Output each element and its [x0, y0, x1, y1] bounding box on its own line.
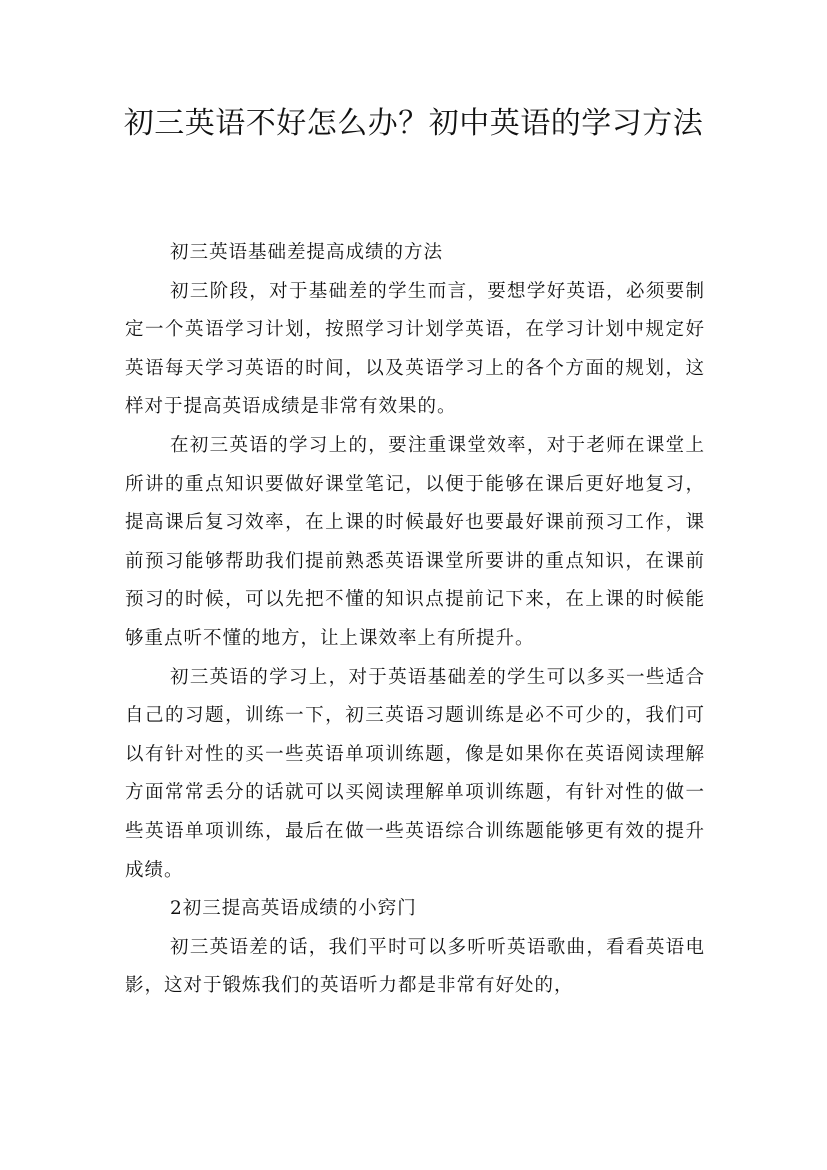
section-heading: 2初三提高英语成绩的小窍门: [170, 898, 417, 920]
section-heading: 初三英语基础差提高成绩的方法: [170, 242, 444, 263]
document-body: [125, 234, 705, 1006]
body-paragraph: 在初三英语的学习上的，要注重课堂效率，对于老师在课堂上所讲的重点知识要做好课堂笔记，以便于能够在课后更好地复习，提高课后复习效率，在上课的时候最好也要最好课前预习工作，课前预习能够帮助我们提前熟悉英语课堂所要讲的重点知识，在课前预习的时候，可以先把不懂的知识点提前记下来，在上课的时候能够重点听不懂的地方，让上课效率上有所提升。: [125, 434, 705, 649]
document-title: 初三英语不好怎么办？初中英语的学习方法: [123, 106, 704, 141]
body-paragraph: 初三英语的学习上，对于英语基础差的学生可以多买一些适合自己的习题，训练一下，初三英语习题训练是必不可少的，我们可以有针对性的买一些英语单项训练题，像是如果你在英语阅读理解方面常常丢分的话就可以买阅读理解单项训练题，有针对性的做一些英语单项训练，最后在做一些英语综合训练题能够更有效的提升成绩。: [125, 666, 705, 881]
body-paragraph: 初三阶段，对于基础差的学生而言，要想学好英语，必须要制定一个英语学习计划，按照学习计划学英语，在学习计划中规定好英语每天学习英语的时间，以及英语学习上的各个方面的规划，这样对于提高英语成绩是非常有效果的。: [125, 280, 705, 418]
body-paragraph: 初三英语差的话，我们平时可以多听听英语歌曲，看看英语电影，这对于锻炼我们的英语听力都是非常有好处的，: [125, 936, 705, 997]
